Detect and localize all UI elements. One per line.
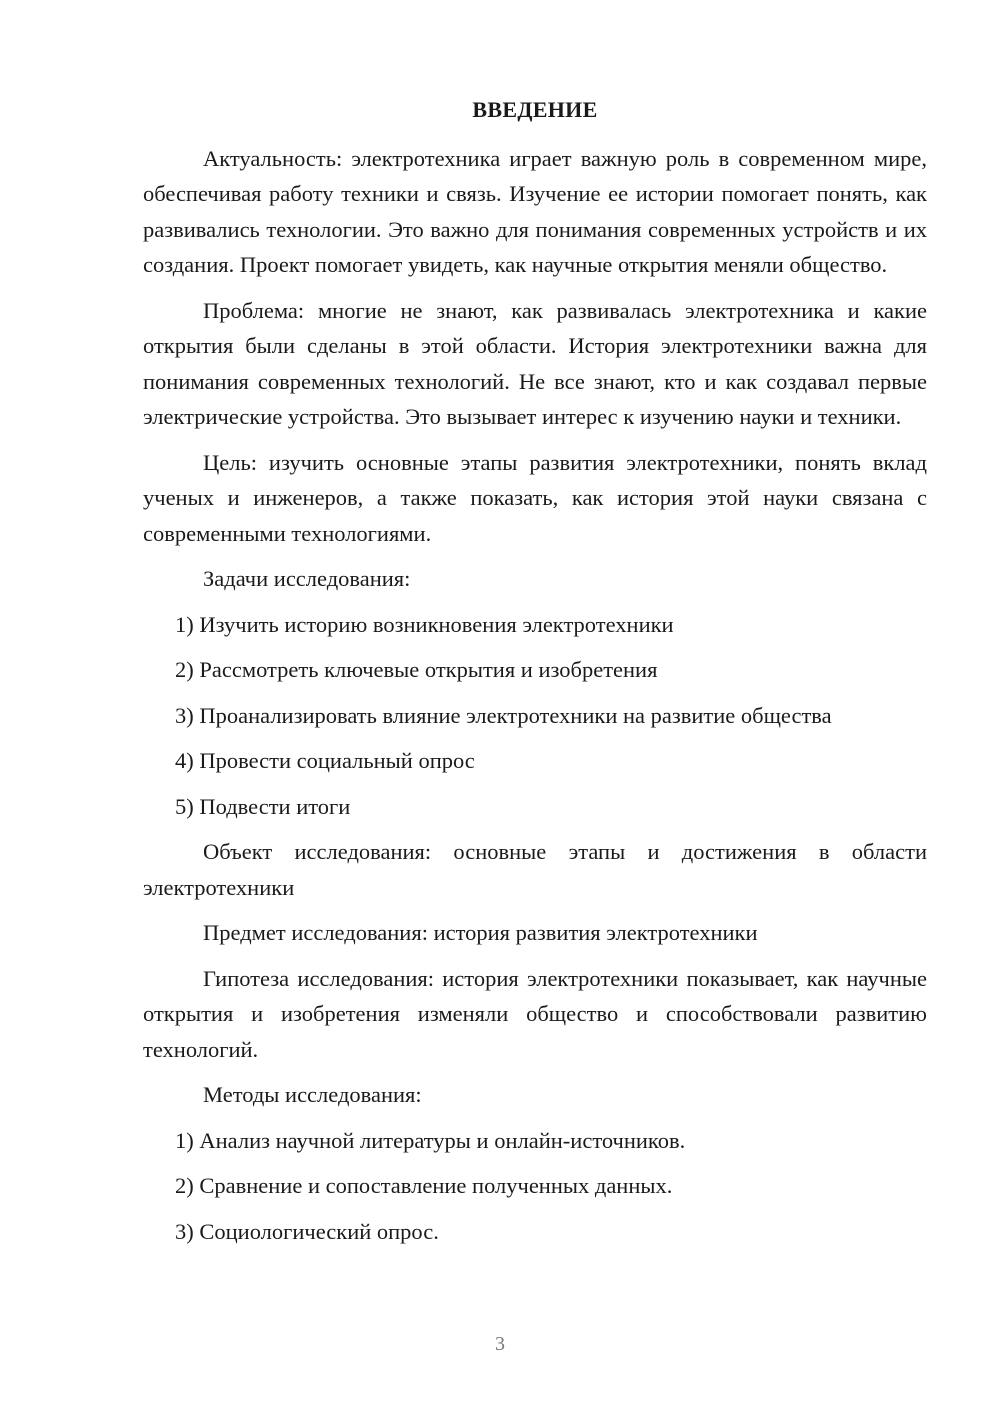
list-item: 5) Подвести итоги [175,793,351,819]
list-item: 3) Социологический опрос. [175,1218,439,1244]
list-item: 1) Анализ научной литературы и онлайн-источников. [175,1127,686,1153]
problem-paragraph: Проблема: многие не знают, как развивалась электротехника и какие открытия были сделаны в этой области. История электротехники важна для понимания современных технологий. Не все знают, кто и как создавал первые электрические устройства. Это вызывает интерес к изучению науки и техники. [143,297,927,429]
subject-paragraph: Предмет исследования: история развития электротехники [203,920,758,945]
list-item: 3) Проанализировать влияние электротехники на развитие общества [175,702,832,728]
object-paragraph: Объект исследования: основные этапы и достижения в области электротехники [143,839,927,900]
page-number: 3 [495,1333,505,1355]
tasks-heading: Задачи исследования: [203,566,411,591]
tasks-list [143,607,927,825]
list-item: 4) Провести социальный опрос [175,748,475,773]
list-item: 2) Сравнение и сопоставление полученных данных. [175,1173,673,1198]
relevance-paragraph: Актуальность: электротехника играет важную роль в современном мире, обеспечивая работу техники и связь. Изучение ее истории помогает понять, как развивались технологии. Это важно для понимания современных устройств и их создания. Проект помогает увидеть, как научные открытия меняли общество. [143,145,927,277]
hypothesis-paragraph: Гипотеза исследования: история электротехники показывает, как научные открытия и изобретения изменяли общество и способствовали развитию технологий. [143,965,927,1062]
goal-paragraph: Цель: изучить основные этапы развития электротехники, понять вклад ученых и инженеров, а также показать, как история этой науки связана с современными технологиями. [143,449,927,546]
section-title: ВВЕДЕНИЕ [472,97,598,122]
document-page [143,92,927,1259]
list-item: 1) Изучить историю возникновения электротехники [175,611,674,637]
list-item: 2) Рассмотреть ключевые открытия и изобретения [175,657,658,682]
methods-heading: Методы исследования: [203,1082,422,1107]
methods-list [143,1123,927,1250]
